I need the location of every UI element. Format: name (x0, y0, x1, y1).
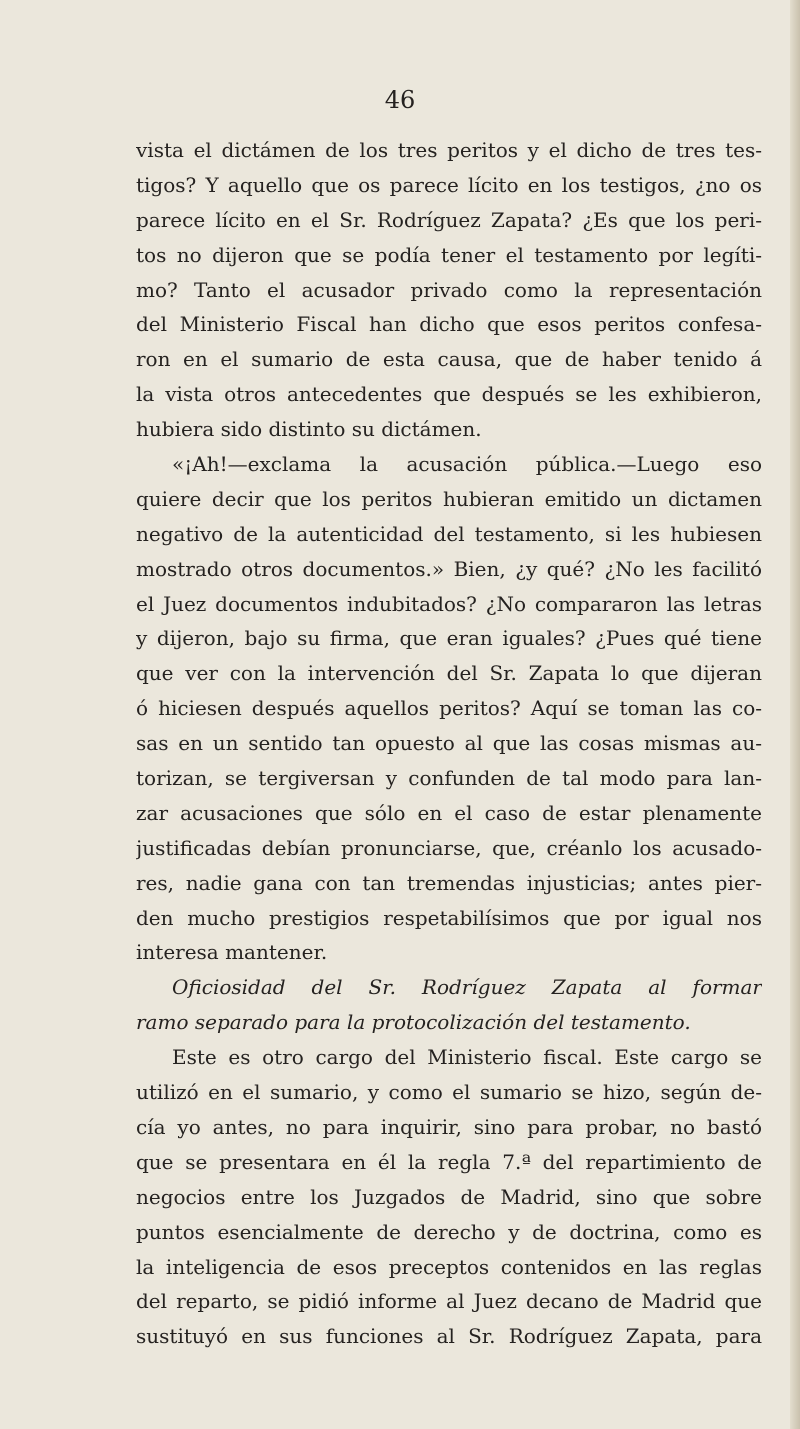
text-line: Este es otro cargo del Ministerio fiscal. Este cargo se (172, 1045, 762, 1070)
text-line: puntos esencialmente de derecho y de doctrina, como es (136, 1219, 762, 1244)
page-number: 46 (384, 86, 416, 114)
text-line: justificadas debían pronunciarse, que, créanlo los acusado- (136, 835, 762, 860)
text-line: utilizó en el sumario, y como el sumario se hizo, según de- (136, 1080, 762, 1105)
page-edge (790, 0, 800, 1429)
text-line: res, nadie gana con tan tremendas injusticias; antes pier- (136, 870, 762, 895)
text-line: del reparto, se pidió informe al Juez decano de Madrid que (136, 1289, 762, 1314)
text-line: la inteligencia de esos preceptos contenidos en las reglas (136, 1254, 762, 1279)
text-line: que se presentara en él la regla 7.ª del repartimiento de (136, 1149, 762, 1174)
text-line: ron en el sumario de esta causa, que de haber tenido á (136, 347, 762, 372)
text-line: den mucho prestigios respetabilísimos que por igual nos (136, 905, 762, 930)
text-line: tigos? Y aquello que os parece lícito en los testigos, ¿no os (136, 172, 762, 197)
text-line: interesa mantener. (136, 940, 328, 965)
text-line: y dijeron, bajo su firma, que eran iguales? ¿Pues qué tiene (136, 626, 762, 651)
text-line: negativo de la autenticidad del testamento, si les hubiesen (136, 521, 762, 546)
text-line: quiere decir que los peritos hubieran emitido un dictamen (136, 486, 762, 511)
text-line: hubiera sido distinto su dictámen. (136, 417, 482, 442)
text-line: zar acusaciones que sólo en el caso de estar plenamente (136, 800, 762, 825)
text-line: sustituyó en sus funciones al Sr. Rodríguez Zapata, para (136, 1324, 762, 1349)
section-heading-line: ramo separado para la protocolización del testamento. (136, 1010, 691, 1035)
text-line: del Ministerio Fiscal han dicho que esos peritos confesa- (136, 312, 762, 337)
body-text (136, 133, 762, 1354)
text-line: parece lícito en el Sr. Rodríguez Zapata? ¿Es que los peri- (136, 207, 762, 232)
text-line: el Juez documentos indubitados? ¿No compararon las letras (136, 591, 762, 616)
text-line: cía yo antes, no para inquirir, sino para probar, no bastó (136, 1114, 762, 1139)
text-line: «¡Ah!—exclama la acusación pública.—Luego eso (172, 452, 762, 477)
text-line: mo? Tanto el acusador privado como la representación (136, 277, 762, 302)
text-line: ó hiciesen después aquellos peritos? Aquí se toman las co- (136, 696, 762, 721)
text-line: mostrado otros documentos.» Bien, ¿y qué? ¿No les facilitó (136, 556, 762, 581)
text-line: que ver con la intervención del Sr. Zapata lo que dijeran (136, 661, 762, 686)
text-line: sas en un sentido tan opuesto al que las cosas mismas au- (136, 731, 762, 756)
text-line: vista el dictámen de los tres peritos y el dicho de tres tes- (136, 138, 762, 162)
text-line: torizan, se tergiversan y confunden de tal modo para lan- (136, 766, 762, 791)
text-line: tos no dijeron que se podía tener el testamento por legíti- (136, 242, 762, 267)
text-line: la vista otros antecedentes que después se les exhibieron, (136, 382, 762, 407)
section-heading-line: Oficiosidad del Sr. Rodríguez Zapata al formar (172, 975, 762, 1000)
text-line: negocios entre los Juzgados de Madrid, sino que sobre (136, 1184, 762, 1209)
